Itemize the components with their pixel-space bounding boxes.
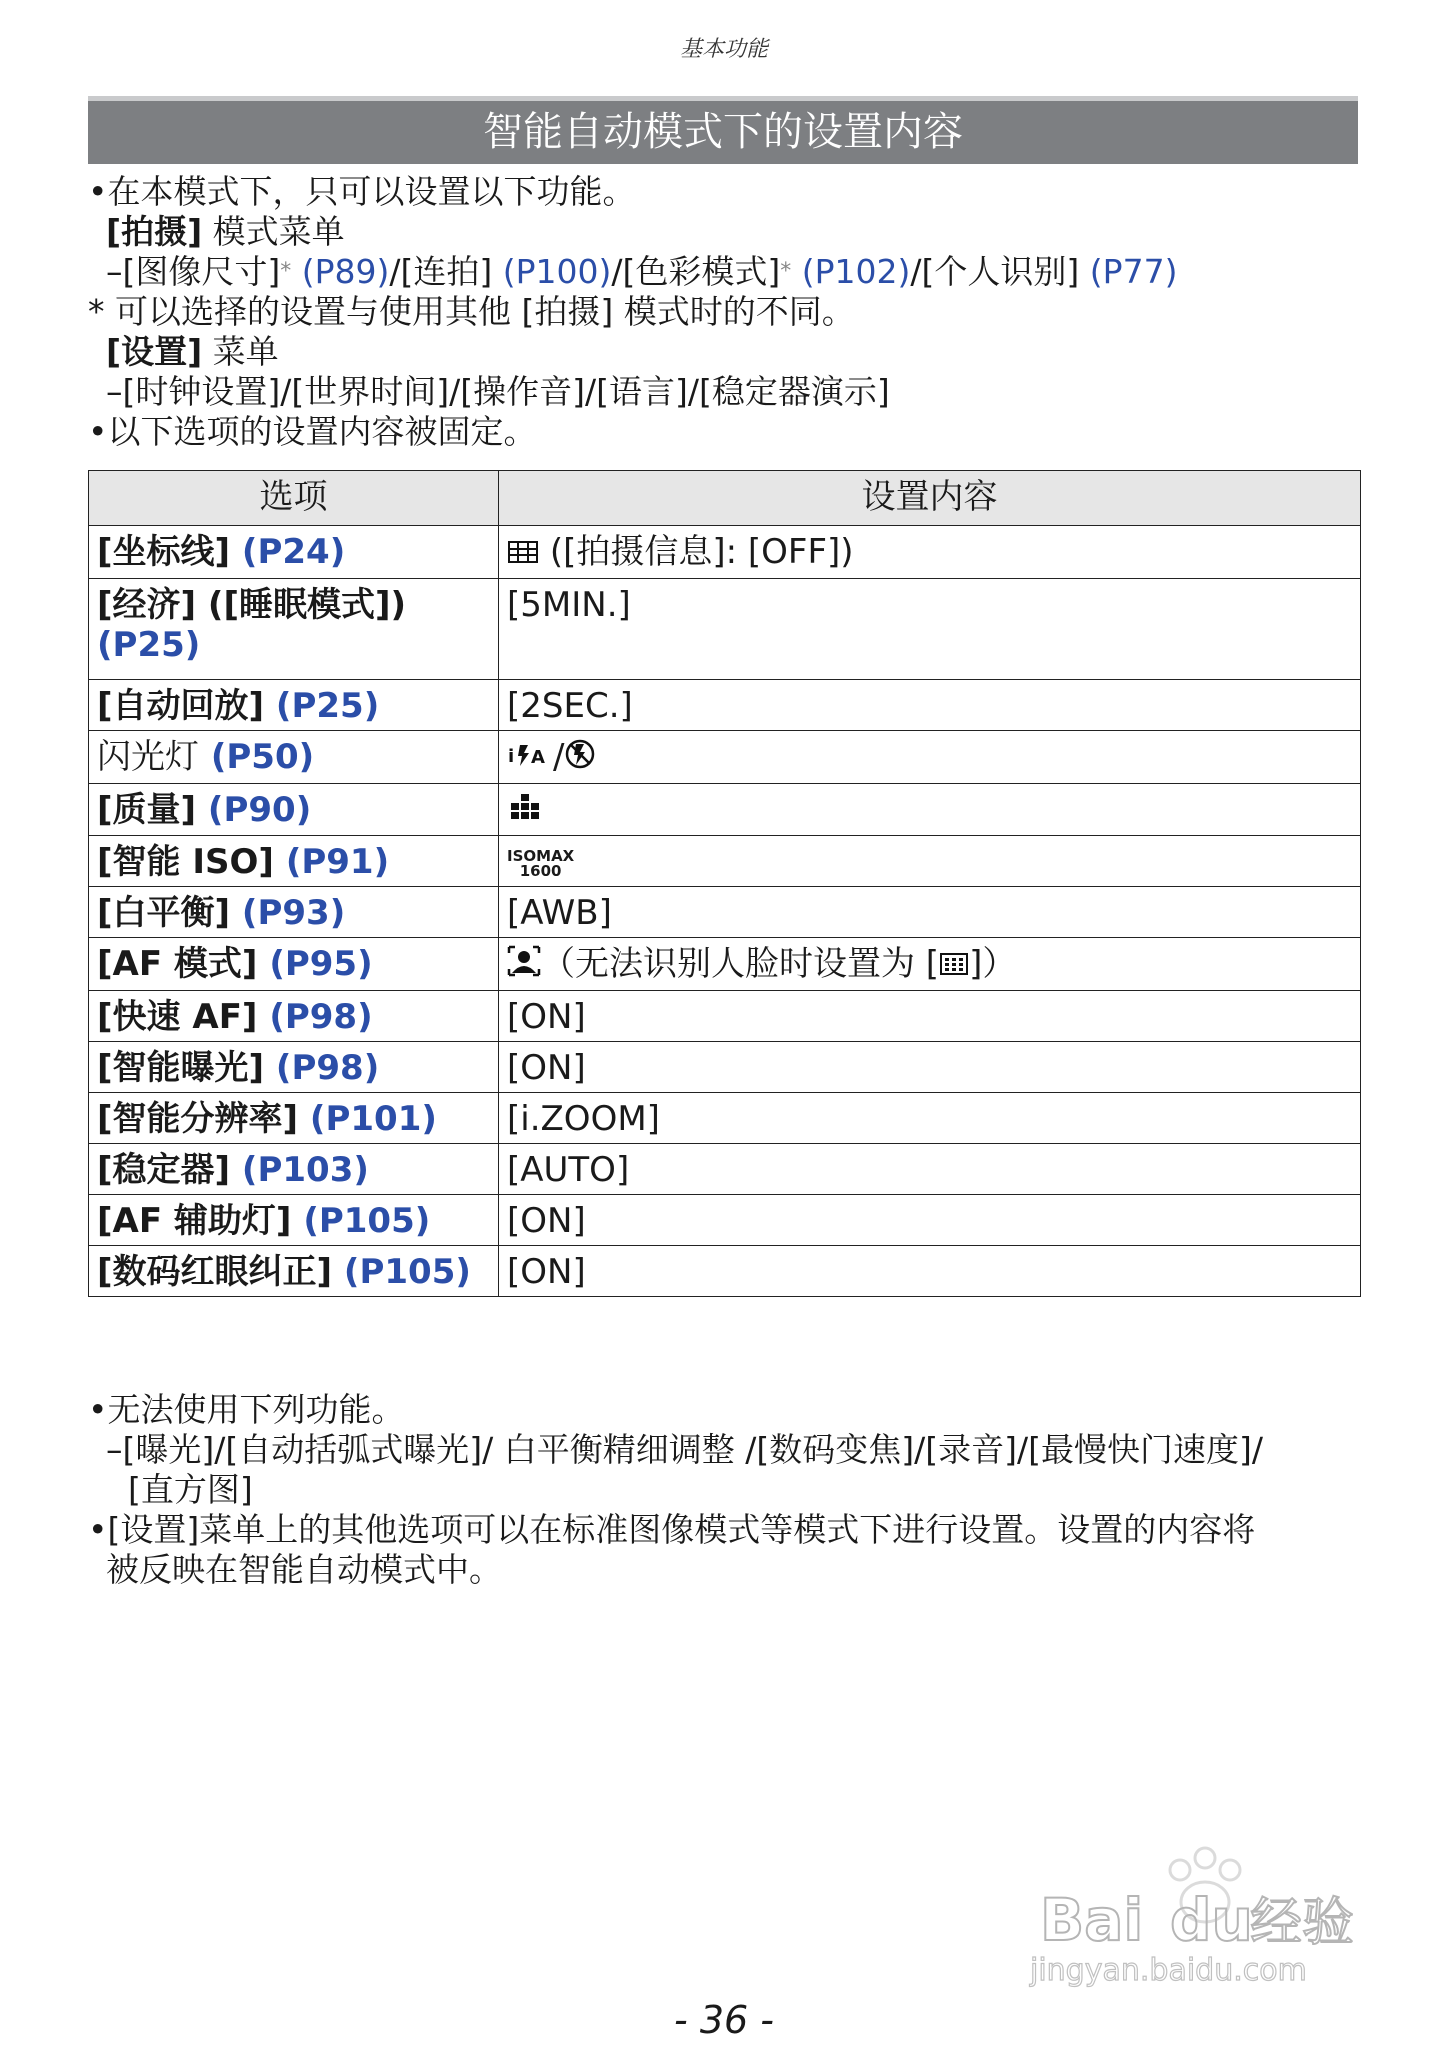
setting-cell: [499, 1246, 1361, 1297]
table-header-row: [89, 471, 1361, 526]
multi-area-icon: [939, 946, 969, 986]
watermark-jingyan: 经验: [1250, 1893, 1355, 1953]
option-cell: [89, 887, 499, 938]
option-cell: [89, 578, 499, 679]
chapter-header: 基本功能: [679, 37, 768, 62]
option-cell: [89, 526, 499, 579]
bullet-setup-note-1: •[设置]菜单上的其他选项可以在标准图像模式等模式下进行设置。设置的内容将: [88, 1510, 1256, 1549]
setting-value: ([拍摄信息]: [OFF]): [549, 532, 854, 572]
setting-cell: [499, 578, 1361, 679]
page-ref-link[interactable]: (P98): [269, 997, 373, 1037]
rec-item-image-size: [图像尺寸]: [122, 252, 281, 291]
option-label: [经济] ([睡眠模式]): [97, 584, 407, 625]
watermark-url: jingyan.baidu.com: [1030, 1953, 1307, 1988]
option-cell: [89, 938, 499, 991]
intro-block: [88, 172, 1358, 452]
section-title: 智能自动模式下的设置内容: [88, 96, 1358, 164]
option-cell: [89, 1246, 499, 1297]
setting-cell: [499, 1093, 1361, 1144]
watermark-bai: Bai: [1040, 1886, 1144, 1954]
setting-value: [5MIN.]: [507, 584, 631, 625]
disabled-line-2: [直方图]: [128, 1470, 253, 1509]
setting-value: [2SEC.]: [507, 685, 633, 726]
option-label: [数码红眼纠正]: [97, 1252, 333, 1292]
option-label: [AF 模式]: [97, 944, 258, 984]
asterisk: *: [280, 259, 292, 284]
flash-off-icon: [564, 738, 596, 779]
flash-auto-icon: [507, 738, 553, 778]
table-row: [89, 1093, 1361, 1144]
option-cell: [89, 991, 499, 1042]
table-row: [89, 578, 1361, 679]
setting-value: （无法识别人脸时设置为 [: [541, 944, 940, 984]
option-cell: [89, 1144, 499, 1195]
header-setting: 设置内容: [499, 471, 1361, 526]
grid-icon: [507, 534, 539, 574]
page-ref-link[interactable]: (P89): [301, 252, 390, 291]
setup-menu-items: –[时钟设置]/[世界时间]/[操作音]/[语言]/[稳定器演示]: [106, 372, 890, 411]
setting-cell: [499, 730, 1361, 783]
table-row: [89, 783, 1361, 836]
bullet-disabled: •无法使用下列功能。: [88, 1390, 405, 1429]
table-row: [89, 1042, 1361, 1093]
watermark-du: du: [1170, 1886, 1253, 1954]
page-ref-link[interactable]: (P103): [241, 1150, 369, 1190]
option-label: [自动回放]: [97, 685, 265, 726]
iso-max-icon: [507, 846, 575, 880]
option-label: [坐标线]: [97, 532, 231, 572]
setting-value: [i.ZOOM]: [507, 1099, 660, 1139]
svg-text:i: i: [508, 746, 515, 767]
rec-menu-heading: [88, 212, 1358, 252]
page-ref-link[interactable]: (P105): [343, 1252, 471, 1292]
asterisk: *: [780, 259, 792, 284]
page-ref-link[interactable]: (P105): [303, 1201, 431, 1241]
page-ref-link[interactable]: (P25): [97, 624, 201, 665]
setting-value-end: ]）: [969, 944, 1017, 984]
baidu-watermark: [1020, 1840, 1380, 1990]
asterisk-note: * 可以选择的设置与使用其他 [拍摄] 模式时的不同。: [88, 292, 855, 331]
dash: –: [106, 252, 123, 291]
page-ref-link[interactable]: (P25): [275, 685, 380, 726]
table-row: [89, 991, 1361, 1042]
setting-cell: [499, 887, 1361, 938]
table-row: [89, 1246, 1361, 1297]
setting-cell: [499, 1144, 1361, 1195]
page-ref-link[interactable]: (P102): [801, 252, 911, 291]
rec-menu-label: [拍摄]: [106, 212, 203, 251]
option-label: [智能 ISO]: [97, 842, 274, 882]
setup-menu-label: [设置]: [106, 332, 203, 371]
header-option: 选项: [89, 471, 499, 526]
intro-bullet-2: •以下选项的设置内容被固定。: [88, 412, 537, 451]
option-label: [质量]: [97, 789, 197, 830]
option-label: [智能曝光]: [97, 1048, 265, 1088]
iso-max-value: 1600: [519, 861, 562, 880]
setup-menu-suffix: 菜单: [212, 332, 279, 371]
table-row: [89, 938, 1361, 991]
page-ref-link[interactable]: (P101): [309, 1099, 437, 1139]
setting-value: [AWB]: [507, 893, 612, 933]
rec-item-color-mode: /[色彩模式]: [611, 252, 781, 291]
table-row: [89, 887, 1361, 938]
option-cell: [89, 1093, 499, 1144]
setup-menu-heading: [88, 332, 1358, 372]
table-row: [89, 679, 1361, 730]
fixed-settings-table: [88, 470, 1361, 1297]
setting-value: [ON]: [507, 1252, 586, 1292]
setting-value: [ON]: [507, 1048, 586, 1088]
option-cell: [89, 679, 499, 730]
footer-notes: [88, 1390, 1368, 1590]
option-cell: [89, 730, 499, 783]
page-ref-link[interactable]: (P50): [210, 736, 315, 777]
setting-cell: [499, 938, 1361, 991]
svg-text:A: A: [531, 747, 545, 768]
option-cell: [89, 1195, 499, 1246]
setting-value: [ON]: [507, 1201, 586, 1241]
rec-menu-suffix: 模式菜单: [212, 212, 345, 251]
page-ref-link[interactable]: (P95): [269, 944, 373, 984]
table-row: [89, 1195, 1361, 1246]
option-cell: [89, 836, 499, 887]
page-ref-link[interactable]: (P91): [285, 842, 390, 882]
table-row: [89, 836, 1361, 887]
page-ref-link[interactable]: (P24): [241, 532, 346, 572]
setting-cell: [499, 1042, 1361, 1093]
setting-value: [ON]: [507, 997, 586, 1037]
option-label: [白平衡]: [97, 893, 231, 933]
option-label: [AF 辅助灯]: [97, 1201, 292, 1241]
disabled-line-1: –[曝光]/[自动括弧式曝光]/ 白平衡精细调整 /[数码变焦]/[录音]/[最慢快门速度]/: [106, 1430, 1263, 1469]
setting-value: /: [553, 736, 565, 777]
face-detect-icon: [507, 945, 541, 986]
quality-fine-icon: [507, 791, 543, 831]
rec-item-face-recog: /[个人识别]: [910, 252, 1080, 291]
setting-cell: [499, 783, 1361, 836]
iso-max-label: ISOMAX: [507, 846, 575, 865]
page-ref-link[interactable]: (P90): [207, 789, 312, 830]
rec-menu-items: [88, 252, 1358, 292]
setting-value: [AUTO]: [507, 1150, 630, 1190]
intro-bullet-1: •在本模式下，只可以设置以下功能。: [88, 172, 636, 211]
table-row: [89, 1144, 1361, 1195]
option-label: 闪光灯: [97, 736, 199, 777]
page-ref-link[interactable]: (P93): [241, 893, 346, 933]
option-label: [稳定器]: [97, 1150, 231, 1190]
page-number: - 36 -: [674, 1998, 774, 2042]
option-label: [快速 AF]: [97, 997, 258, 1037]
setting-cell: [499, 526, 1361, 579]
table-row: [89, 526, 1361, 579]
page-ref-link[interactable]: (P100): [502, 252, 612, 291]
page-ref-link[interactable]: (P98): [275, 1048, 380, 1088]
setting-cell: [499, 679, 1361, 730]
page-ref-link[interactable]: (P77): [1089, 252, 1178, 291]
option-cell: [89, 783, 499, 836]
table-row: [89, 730, 1361, 783]
rec-item-burst: /[连拍]: [389, 252, 493, 291]
option-cell: [89, 1042, 499, 1093]
bullet-setup-note-2: 被反映在智能自动模式中。: [106, 1550, 502, 1589]
setting-cell: [499, 836, 1361, 887]
setting-cell: [499, 1195, 1361, 1246]
option-label: [智能分辨率]: [97, 1099, 299, 1139]
setting-cell: [499, 991, 1361, 1042]
